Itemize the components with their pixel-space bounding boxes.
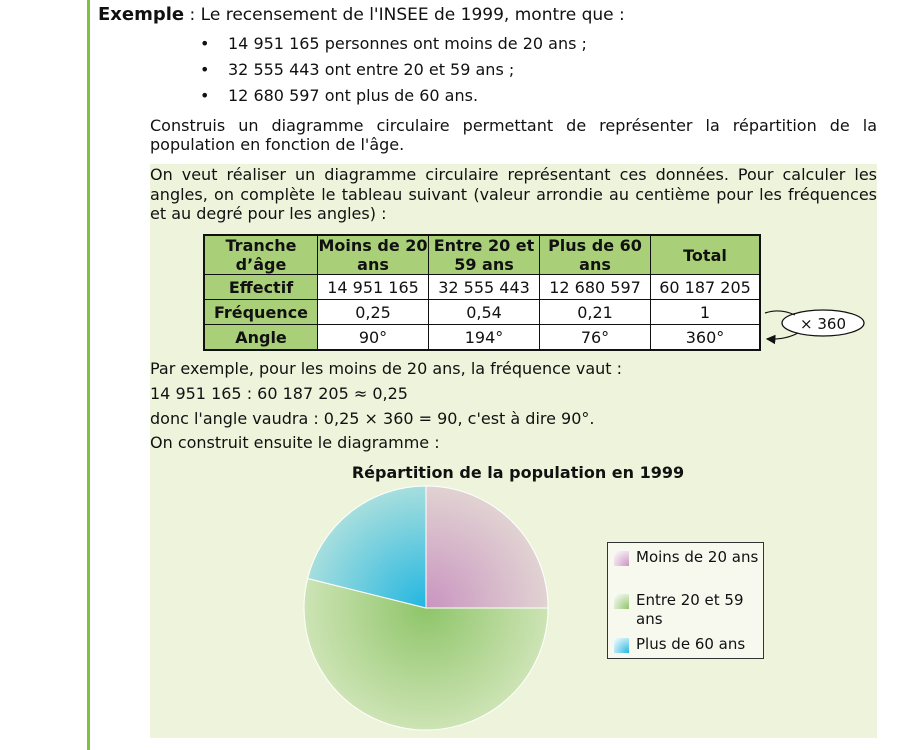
table-cell: 90° — [318, 325, 429, 351]
table-cell: 0,21 — [540, 300, 651, 325]
pie-chart — [296, 480, 556, 740]
table-cell: 194° — [429, 325, 540, 351]
chart-title: Répartition de la population en 1999 — [351, 463, 685, 482]
table-cell: 32 555 443 — [429, 275, 540, 300]
example-text: : Le recensement de l'INSEE de 1999, montre que : — [184, 5, 625, 25]
bullet-over-60: • 12 680 597 ont plus de 60 ans. — [200, 86, 587, 112]
pie-slice — [426, 486, 548, 608]
table-cell: 0,25 — [318, 300, 429, 325]
bullet-20-59: • 32 555 443 ont entre 20 et 59 ans ; — [200, 60, 587, 86]
legend-label: Entre 20 et 59 ans — [636, 591, 744, 628]
header-total: Total — [651, 235, 761, 275]
legend-label: Moins de 20 ans — [636, 548, 759, 566]
table-cell: 360° — [651, 325, 761, 351]
chart-legend — [607, 542, 764, 659]
exercise-task: Construis un diagramme circulaire permettant de représenter la répartition de la population en fonction de l'âge. — [150, 116, 877, 154]
explanation-line: On construit ensuite le diagramme : — [150, 433, 440, 452]
multiplier-label: × 360 — [800, 315, 846, 333]
header-under-20: Moins de 20 ans — [318, 236, 428, 274]
row-label-angle: Angle — [204, 325, 318, 351]
table-cell: 1 — [651, 300, 761, 325]
example-label: Exemple — [98, 4, 185, 25]
explanation-line: donc l'angle vaudra : 0,25 × 360 = 90, c'est à dire 90°. — [150, 409, 595, 428]
table-cell: 12 680 597 — [540, 275, 651, 300]
table-cell: 0,54 — [429, 300, 540, 325]
table-cell: 60 187 205 — [651, 275, 761, 300]
explanation-line: Par exemple, pour les moins de 20 ans, la fréquence vaut : — [150, 359, 623, 378]
header-age-group: Tranche d’âge — [204, 235, 318, 275]
legend-swatch — [614, 594, 629, 609]
legend-label: Plus de 60 ans — [636, 635, 746, 653]
row-label-frequence: Fréquence — [204, 300, 318, 325]
explanation-line: 14 951 165 : 60 187 205 ≈ 0,25 — [150, 384, 408, 403]
bullet-under-20: • 14 951 165 personnes ont moins de 20 ans ; — [200, 34, 587, 60]
legend-swatch — [614, 638, 629, 653]
legend-swatch — [614, 551, 629, 566]
table-cell: 14 951 165 — [318, 275, 429, 300]
table-cell: 76° — [540, 325, 651, 351]
header-20-59: Entre 20 et 59 ans — [429, 235, 540, 275]
header-over-60: Plus de 60 ans — [540, 235, 651, 275]
solution-intro: On veut réaliser un diagramme circulaire représentant ces données. Pour calculer les angles, on complète le tableau suivant (valeur arrondie au centième pour les fréquences et au degré pour les angles) : — [150, 165, 877, 223]
row-label-effectif: Effectif — [204, 275, 318, 300]
